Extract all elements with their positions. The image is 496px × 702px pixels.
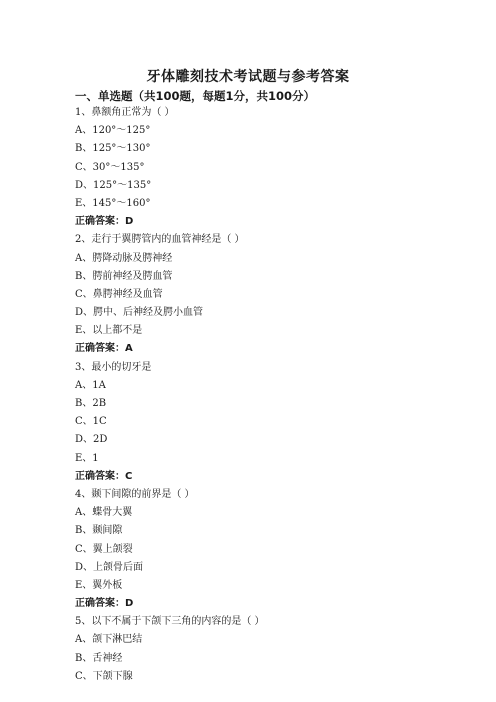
option-b: B、腭前神经及腭血管 [75, 270, 173, 282]
option-a: A、颌下淋巴结 [75, 634, 143, 646]
option-b: B、125°～130° [75, 143, 151, 155]
option-d: D、上颌骨后面 [75, 561, 144, 573]
option-e: E、翼外板 [75, 579, 123, 591]
option-c: C、下颌下腺 [75, 670, 133, 682]
correct-answer: 正确答案：D [75, 216, 134, 228]
option-e: E、以上都不是 [75, 325, 143, 337]
correct-answer: 正确答案：C [75, 470, 133, 482]
option-c: C、30°～135° [75, 161, 145, 173]
option-d: D、2D [75, 434, 108, 446]
section-heading: 一、单选题（共100题，每题1分，共100分） [75, 89, 316, 103]
option-d: D、125°～135° [75, 179, 152, 191]
option-a: A、腭降动脉及腭神经 [75, 252, 173, 264]
option-b: B、2B [75, 398, 107, 409]
option-a: A、1A [75, 379, 106, 391]
question-text: 4、颞下间隙的前界是（ ） [75, 488, 195, 500]
question-block [75, 104, 435, 231]
option-c: C、1C [75, 416, 107, 428]
option-c: C、翼上颌裂 [75, 543, 133, 555]
option-a: A、蝶骨大翼 [75, 507, 133, 519]
option-b: B、颞间隙 [75, 525, 123, 537]
option-c: C、鼻腭神经及血管 [75, 288, 163, 300]
question-block [75, 486, 435, 613]
option-b: B、舌神经 [75, 652, 123, 664]
question-text: 2、走行于翼腭管内的血管神经是（ ） [75, 234, 245, 246]
question-text: 5、以下不属于下颌下三角的内容的是（ ） [75, 616, 265, 628]
question-block [75, 231, 435, 358]
question-block [75, 359, 435, 486]
correct-answer: 正确答案：D [75, 598, 134, 610]
document-title: 牙体雕刻技术考试题与参考答案 [146, 69, 350, 85]
question-text: 1、鼻额角正常为（ ） [75, 107, 175, 118]
option-e: E、1 [75, 452, 99, 464]
question-text: 3、最小的切牙是 [75, 361, 152, 373]
option-e: E、145°～160° [75, 197, 151, 209]
question-list [75, 104, 435, 686]
correct-answer: 正确答案：A [75, 343, 133, 355]
option-a: A、120°～125° [75, 125, 151, 137]
question-block [75, 613, 435, 686]
option-d: D、腭中、后神经及腭小血管 [75, 307, 204, 319]
